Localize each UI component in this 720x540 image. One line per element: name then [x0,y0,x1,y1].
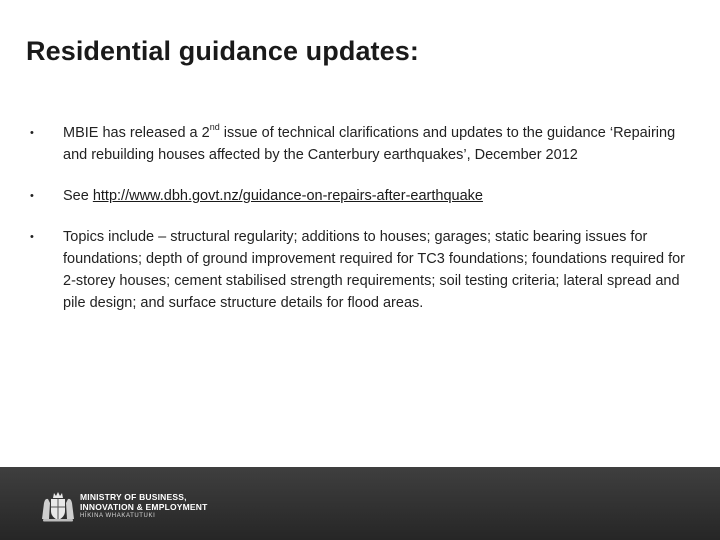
bullet-text-cont: issue of technical clarifications and updates to the guidance ‘Repairing and rebuilding houses affected by the Canterbury earthquakes’, December 2012 [63,125,676,163]
bullet-list [26,122,686,333]
bullet-item-release [26,122,686,166]
bullet-marker: • [30,190,34,202]
ministry-wordmark [80,492,208,521]
bullet-text: See [63,188,93,204]
ministry-name-line1: MINISTRY OF BUSINESS, [80,492,187,502]
ministry-maori-name: HĪKINA WHAKATUTUKI [80,513,156,519]
ordinal-superscript: nd [209,122,220,133]
bullet-marker: • [30,231,34,243]
guidance-link[interactable]: http://www.dbh.govt.nz/guidance-on-repairs-after-earthquake [92,188,483,204]
slide-title: Residential guidance updates: [26,36,419,66]
footer-bar [0,467,720,540]
bullet-text: Topics include – structural regularity; additions to houses; garages; static bearing issues for foundations; depth of ground improvement required for TC3 foundations; foundations required for 2-storey houses; cement stabilised strength requirements; soil testing criteria; lateral spread and pile design; and surface structure details for flood areas. [63,229,686,311]
bullet-item-topics [26,226,686,314]
bullet-text: MBIE has released a 2 [63,125,210,141]
bullet-marker: • [30,127,34,139]
bullet-item-link [26,185,686,207]
nz-coat-of-arms-icon [38,489,78,523]
ministry-name-line2: INNOVATION & EMPLOYMENT [80,502,208,512]
